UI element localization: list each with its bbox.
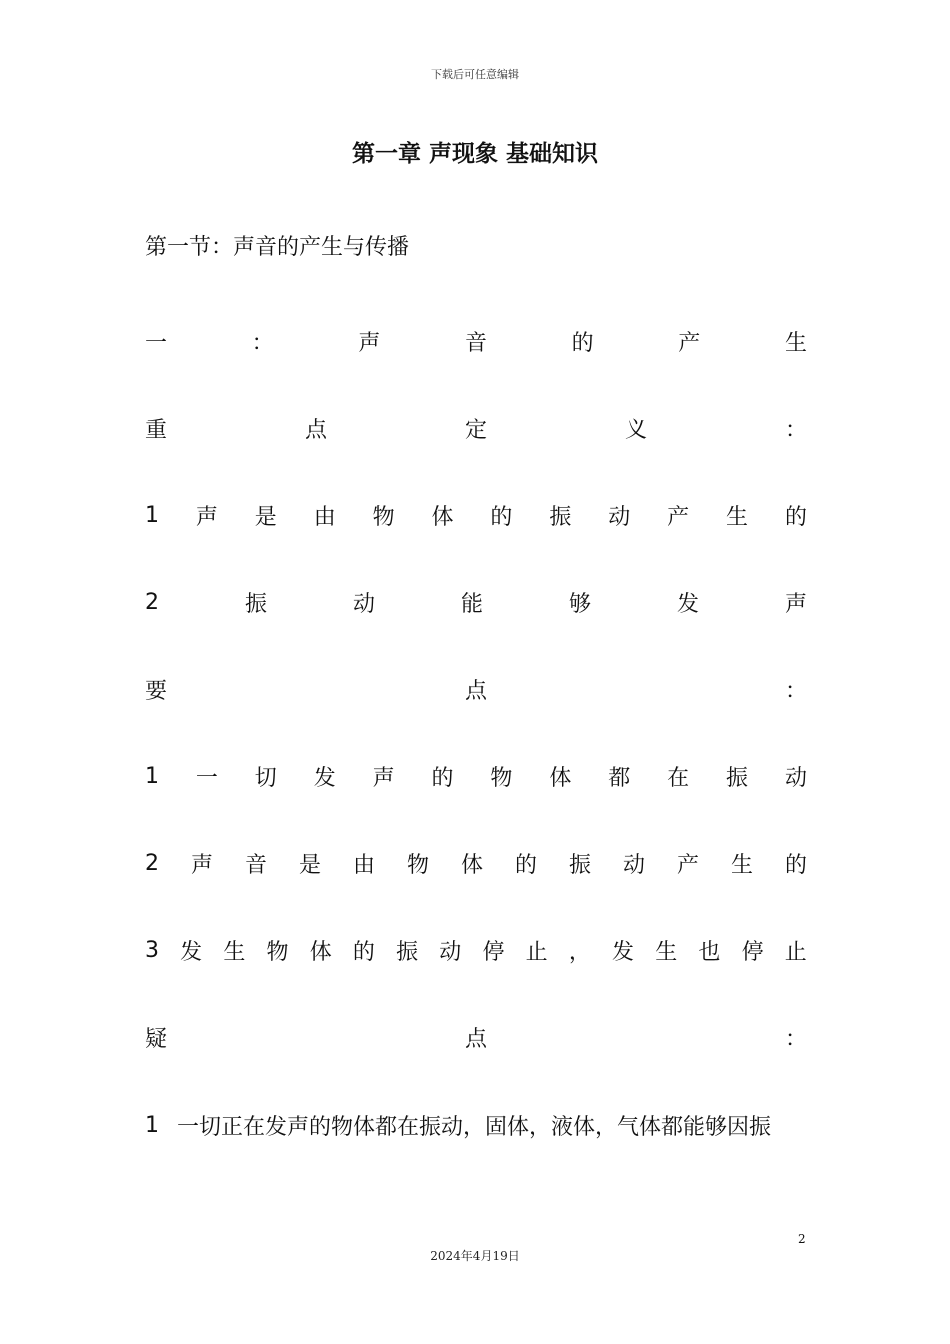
line-char: 物 <box>490 765 513 791</box>
line-char: 生 <box>223 939 246 965</box>
body-line-5 <box>145 673 807 705</box>
body-line-6 <box>145 760 807 792</box>
line-char: 定 <box>464 417 487 443</box>
line-char: ： <box>784 1026 807 1052</box>
body-line-1 <box>145 325 807 357</box>
line-char: 动 <box>608 504 631 530</box>
line-char: 体 <box>460 852 483 878</box>
line-char: 一 <box>195 765 218 791</box>
line-char: 由 <box>352 852 375 878</box>
line-char: 体 <box>309 939 332 965</box>
body-line-3 <box>145 499 807 531</box>
line-char: 也 <box>698 939 721 965</box>
line-char: 振 <box>549 504 572 530</box>
line-char: 振 <box>244 591 267 617</box>
line-char: 一 <box>145 330 168 356</box>
line-char: 的 <box>514 852 537 878</box>
line-char: 在 <box>667 765 690 791</box>
line-char: ： <box>784 678 807 704</box>
line-char: 停 <box>741 939 764 965</box>
body-line-7 <box>145 847 807 879</box>
line-char: 发 <box>313 765 336 791</box>
line-char: 的 <box>490 504 513 530</box>
line-char: 体 <box>431 504 454 530</box>
line-char: 能 <box>460 591 483 617</box>
line-char: 都 <box>608 765 631 791</box>
line-char: 切 <box>254 765 277 791</box>
line-char: 的 <box>352 939 375 965</box>
line-char: 2 <box>145 850 159 876</box>
line-char: 产 <box>676 852 699 878</box>
line-char: 动 <box>784 765 807 791</box>
line-char: 2 <box>145 589 159 615</box>
body-line-4 <box>145 586 807 618</box>
line-char: 生 <box>730 852 753 878</box>
line-char: 1 <box>145 502 159 528</box>
line-char: 声 <box>358 330 381 356</box>
body-line-8 <box>145 934 807 966</box>
line-char: 产 <box>667 504 690 530</box>
line-char: 发 <box>180 939 203 965</box>
line-char: 要 <box>145 678 168 704</box>
page-header: 下载后可任意编辑 <box>431 68 519 81</box>
line-char: 生 <box>784 330 807 356</box>
chapter-title: 第一章 声现象 基础知识 <box>351 141 598 167</box>
line-char: 的 <box>784 852 807 878</box>
line-char: 疑 <box>145 1026 168 1052</box>
line-char: ， <box>568 939 591 965</box>
line-char: 够 <box>568 591 591 617</box>
line-char: ： <box>784 417 807 443</box>
line-char: 点 <box>464 678 487 704</box>
line-char: 体 <box>549 765 572 791</box>
line-char: 止 <box>525 939 548 965</box>
line-char: 声 <box>784 591 807 617</box>
line-text: 一切正在发声的物体都在振动，固体，液体，气体都能够因振 <box>177 1114 772 1140</box>
line-char: 音 <box>244 852 267 878</box>
page-number: 2 <box>798 1232 806 1246</box>
line-char: 发 <box>676 591 699 617</box>
line-char: 的 <box>571 330 594 356</box>
line-char: 3 <box>145 937 159 963</box>
line-char: 点 <box>464 1026 487 1052</box>
line-char: 生 <box>655 939 678 965</box>
line-char: 的 <box>784 504 807 530</box>
body-line-last <box>145 1109 807 1141</box>
line-char: 的 <box>431 765 454 791</box>
line-char: 物 <box>406 852 429 878</box>
section-heading: 第一节：声音的产生与传播 <box>145 235 410 260</box>
line-char: ： <box>251 330 274 356</box>
line-char: 重 <box>145 417 168 443</box>
line-char: 物 <box>372 504 395 530</box>
line-char: 是 <box>254 504 277 530</box>
line-char: 是 <box>298 852 321 878</box>
line-char: 振 <box>726 765 749 791</box>
line-char: 动 <box>622 852 645 878</box>
line-char: 1 <box>145 763 159 789</box>
line-char: 发 <box>612 939 635 965</box>
line-char: 由 <box>313 504 336 530</box>
line-char: 物 <box>266 939 289 965</box>
line-char: 振 <box>396 939 419 965</box>
line-char: 止 <box>784 939 807 965</box>
body-line-9 <box>145 1021 807 1053</box>
line-char: 点 <box>304 417 327 443</box>
line-char: 音 <box>464 330 487 356</box>
line-number: 1 <box>145 1112 159 1138</box>
page-footer-date: 2024年4月19日 <box>430 1249 520 1263</box>
line-char: 声 <box>190 852 213 878</box>
line-char: 动 <box>439 939 462 965</box>
line-char: 声 <box>372 765 395 791</box>
line-char: 声 <box>195 504 218 530</box>
line-char: 停 <box>482 939 505 965</box>
body-line-2 <box>145 412 807 444</box>
line-char: 动 <box>352 591 375 617</box>
line-char: 产 <box>678 330 701 356</box>
line-char: 生 <box>726 504 749 530</box>
line-char: 振 <box>568 852 591 878</box>
line-char: 义 <box>624 417 647 443</box>
